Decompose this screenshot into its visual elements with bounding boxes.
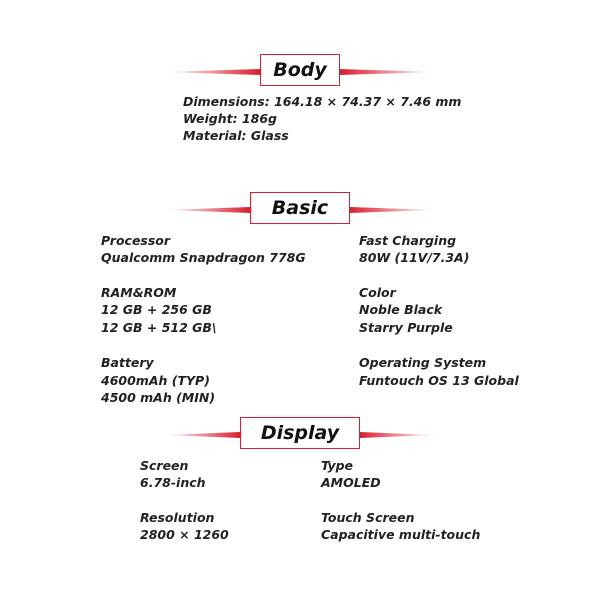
basic-title: Basic (250, 192, 350, 224)
charging-label: Fast Charging (359, 233, 457, 248)
screen-value: 6.78-inch (140, 475, 206, 490)
body-rule-right (340, 69, 435, 75)
body-dimensions: Dimensions: 164.18 × 74.37 × 7.46 mm (183, 94, 462, 109)
body-title: Body (260, 54, 340, 86)
body-weight: Weight: 186g (183, 111, 277, 126)
body-rule-left (165, 69, 260, 75)
color-value-2: Starry Purple (359, 320, 453, 335)
body-section-header (0, 54, 600, 90)
basic-rule-right (350, 207, 435, 213)
battery-value-2: 4500 mAh (MIN) (101, 390, 216, 405)
type-value: AMOLED (321, 475, 381, 490)
resolution-value: 2800 × 1260 (140, 527, 229, 542)
os-value: Funtouch OS 13 Global (359, 373, 519, 388)
screen-label: Screen (140, 458, 189, 473)
touch-label: Touch Screen (321, 510, 415, 525)
body-material: Material: Glass (183, 128, 289, 143)
display-section-header (0, 417, 600, 453)
color-label: Color (359, 285, 396, 300)
display-title: Display (240, 417, 360, 449)
os-label: Operating System (359, 355, 487, 370)
basic-rule-left (165, 207, 250, 213)
charging-value: 80W (11V/7.3A) (359, 250, 470, 265)
ramrom-label: RAM&ROM (101, 285, 177, 300)
color-value-1: Noble Black (359, 302, 443, 317)
battery-label: Battery (101, 355, 154, 370)
touch-value: Capacitive multi-touch (321, 527, 481, 542)
type-label: Type (321, 458, 354, 473)
processor-label: Processor (101, 233, 171, 248)
battery-value-1: 4600mAh (TYP) (101, 373, 210, 388)
basic-section-header (0, 192, 600, 228)
resolution-label: Resolution (140, 510, 215, 525)
ramrom-value-2: 12 GB + 512 GB\ (101, 320, 217, 335)
processor-value: Qualcomm Snapdragon 778G (101, 250, 306, 265)
ramrom-value-1: 12 GB + 256 GB (101, 302, 212, 317)
display-rule-right (360, 432, 435, 438)
display-rule-left (165, 432, 240, 438)
